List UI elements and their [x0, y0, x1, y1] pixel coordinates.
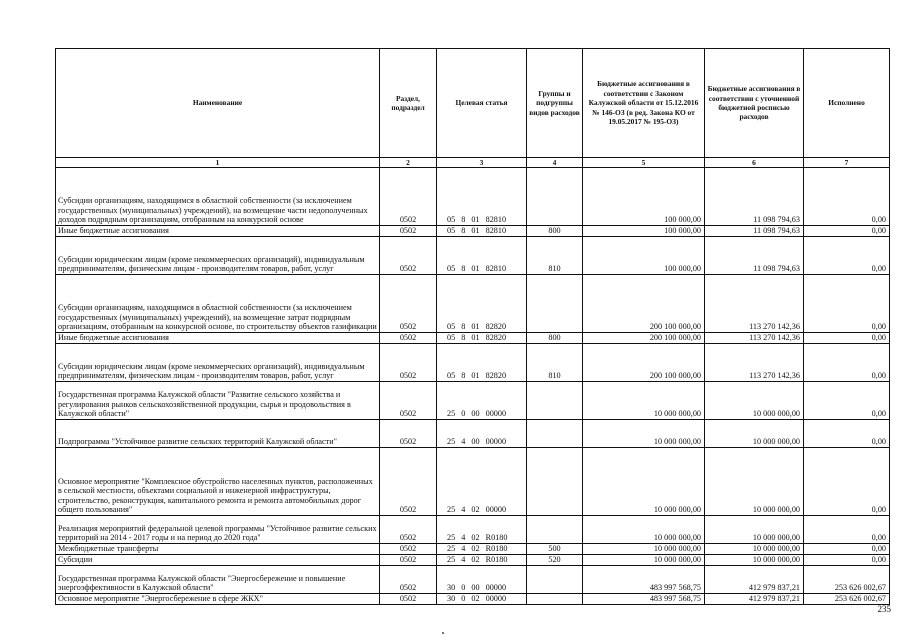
page-number: 235	[877, 604, 891, 614]
row-name: Иные бюджетные ассигнования	[56, 333, 380, 344]
row-executed-amount: 0,00	[804, 555, 890, 566]
row-group: 810	[527, 344, 583, 382]
row-name: Межбюджетные трансферты	[56, 544, 380, 555]
colnum: 6	[705, 158, 804, 168]
row-name: Основное мероприятие "Энергосбережение в сфере ЖКХ"	[56, 594, 380, 605]
row-section: 0502	[380, 566, 437, 594]
row-refined-amount: 10 000 000,00	[705, 544, 804, 555]
row-group: 520	[527, 555, 583, 566]
row-target: 30 0 02 00000	[437, 594, 527, 605]
row-target: 25 4 02 R0180	[437, 516, 527, 544]
table-row	[56, 594, 890, 605]
header-section: Раздел, подраздел	[380, 49, 437, 158]
row-section: 0502	[380, 544, 437, 555]
row-executed-amount: 0,00	[804, 226, 890, 237]
colnum: 1	[56, 158, 380, 168]
row-executed-amount: 0,00	[804, 344, 890, 382]
row-law-amount: 10 000 000,00	[583, 420, 705, 448]
row-law-amount: 100 000,00	[583, 237, 705, 275]
row-law-amount: 10 000 000,00	[583, 516, 705, 544]
header-refined-allocations: Бюджетные ассигнования в соответствии с уточненной бюджетной росписью расходов	[705, 49, 804, 158]
row-section: 0502	[380, 382, 437, 420]
table-row	[56, 237, 890, 275]
row-target: 05 8 01 82820	[437, 344, 527, 382]
row-refined-amount: 412 979 837,21	[705, 594, 804, 605]
row-law-amount: 200 100 000,00	[583, 344, 705, 382]
table-row	[56, 516, 890, 544]
row-section: 0502	[380, 516, 437, 544]
row-law-amount: 10 000 000,00	[583, 382, 705, 420]
row-name: Основное мероприятие "Комплексное обустройство населенных пунктов, расположенных в сельской местности, объектами социальной и инженерной инфраструктуры, строительство, реконструкция, капитального ремонта и ремонта автомобильных дорог общего пользования"	[56, 448, 380, 516]
row-executed-amount: 0,00	[804, 516, 890, 544]
row-refined-amount: 113 270 142,36	[705, 275, 804, 333]
row-law-amount: 10 000 000,00	[583, 448, 705, 516]
row-group: 810	[527, 237, 583, 275]
row-law-amount: 200 100 000,00	[583, 333, 705, 344]
row-target: 30 0 00 00000	[437, 566, 527, 594]
row-section: 0502	[380, 448, 437, 516]
table-body	[56, 168, 890, 605]
row-target: 05 8 01 82810	[437, 226, 527, 237]
row-group	[527, 420, 583, 448]
budget-table	[55, 48, 890, 605]
row-group	[527, 516, 583, 544]
row-law-amount: 483 997 568,75	[583, 594, 705, 605]
header-executed: Исполнено	[804, 49, 890, 158]
row-refined-amount: 11 098 794,63	[705, 237, 804, 275]
table-row	[56, 344, 890, 382]
table-row	[56, 544, 890, 555]
row-refined-amount: 10 000 000,00	[705, 382, 804, 420]
row-group	[527, 566, 583, 594]
colnum: 7	[804, 158, 890, 168]
row-name: Реализация мероприятий федеральной целевой программы "Устойчивое развитие сельских территорий на 2014 - 2017 годы и на период до 2020 года"	[56, 516, 380, 544]
row-section: 0502	[380, 555, 437, 566]
row-executed-amount: 0,00	[804, 420, 890, 448]
row-name: Субсидии юридическим лицам (кроме некоммерческих организаций), индивидуальным предпринимателям, физическим лицам - производителям товаров, работ, услуг	[56, 344, 380, 382]
colnum: 4	[527, 158, 583, 168]
row-executed-amount: 0,00	[804, 333, 890, 344]
row-name: Государственная программа Калужской области "Энергосбережение и повышение энергоэффективности в Калужской области"	[56, 566, 380, 594]
row-refined-amount: 11 098 794,63	[705, 226, 804, 237]
header-name: Наименование	[56, 49, 380, 158]
row-group	[527, 382, 583, 420]
row-refined-amount: 10 000 000,00	[705, 448, 804, 516]
table-row	[56, 168, 890, 226]
row-target: 25 0 00 00000	[437, 382, 527, 420]
row-target: 05 8 01 82820	[437, 333, 527, 344]
row-section: 0502	[380, 333, 437, 344]
row-executed-amount: 253 626 002,67	[804, 594, 890, 605]
row-name: Субсидии юридическим лицам (кроме некоммерческих организаций), индивидуальным предпринимателям, физическим лицам - производителям товаров, работ, услуг	[56, 237, 380, 275]
row-refined-amount: 113 270 142,36	[705, 333, 804, 344]
row-law-amount: 10 000 000,00	[583, 555, 705, 566]
row-law-amount: 200 100 000,00	[583, 275, 705, 333]
row-refined-amount: 10 000 000,00	[705, 420, 804, 448]
row-law-amount: 483 997 568,75	[583, 566, 705, 594]
row-refined-amount: 10 000 000,00	[705, 555, 804, 566]
row-refined-amount: 412 979 837,21	[705, 566, 804, 594]
colnum: 3	[437, 158, 527, 168]
row-target: 05 8 01 82820	[437, 275, 527, 333]
table-row	[56, 275, 890, 333]
row-section: 0502	[380, 420, 437, 448]
row-name: Субсидии	[56, 555, 380, 566]
colnum: 2	[380, 158, 437, 168]
colnum: 5	[583, 158, 705, 168]
row-section: 0502	[380, 594, 437, 605]
row-law-amount: 100 000,00	[583, 226, 705, 237]
row-group: 800	[527, 226, 583, 237]
row-name: Субсидии организациям, находящимся в областной собственности (за исключением государственных (муниципальных) учреждений), на возмещение части недополученных доходов подрядным организациям, отобранным на конкурсной основе	[56, 168, 380, 226]
row-section: 0502	[380, 237, 437, 275]
row-refined-amount: 11 098 794,63	[705, 168, 804, 226]
row-executed-amount: 0,00	[804, 448, 890, 516]
row-name: Субсидии организациям, находящимся в областной собственности (за исключением государственных (муниципальных) учреждений), на возмещение затрат подрядным организациям, отобранным на конкурсной основе, по строительству объектов газификации	[56, 275, 380, 333]
table-row	[56, 566, 890, 594]
row-section: 0502	[380, 275, 437, 333]
budget-table-sheet	[55, 48, 889, 605]
row-target: 05 8 01 82810	[437, 237, 527, 275]
row-target: 25 4 02 R0180	[437, 555, 527, 566]
table-row	[56, 420, 890, 448]
row-group: 800	[527, 333, 583, 344]
row-name: Иные бюджетные ассигнования	[56, 226, 380, 237]
row-section: 0502	[380, 168, 437, 226]
row-law-amount: 100 000,00	[583, 168, 705, 226]
row-target: 25 4 00 00000	[437, 420, 527, 448]
row-target: 25 4 02 R0180	[437, 544, 527, 555]
row-executed-amount: 0,00	[804, 237, 890, 275]
table-row	[56, 382, 890, 420]
table-row	[56, 333, 890, 344]
header-target: Целевая статья	[437, 49, 527, 158]
header-law-allocations: Бюджетные ассигнования в соответствии с Законом Калужской области от 15.12.2016 № 146-ОЗ (в ред. Закона КО от 19.05.2017 № 195-ОЗ)	[583, 49, 705, 158]
row-executed-amount: 0,00	[804, 275, 890, 333]
row-executed-amount: 0,00	[804, 544, 890, 555]
scan-speck	[442, 632, 444, 634]
header-group: Группы и подгруппы видов расходов	[527, 49, 583, 158]
row-group	[527, 594, 583, 605]
row-group: 500	[527, 544, 583, 555]
row-name: Государственная программа Калужской области "Развитие сельского хозяйства и регулирования рынков сельскохозяйственной продукции, сырья и продовольствия в Калужской области"	[56, 382, 380, 420]
row-target: 05 8 01 82810	[437, 168, 527, 226]
row-target: 25 4 02 00000	[437, 448, 527, 516]
row-name: Подпрограмма "Устойчивое развитие сельских территорий Калужской области"	[56, 420, 380, 448]
row-group	[527, 168, 583, 226]
row-group	[527, 448, 583, 516]
table-row	[56, 555, 890, 566]
row-refined-amount: 113 270 142,36	[705, 344, 804, 382]
row-law-amount: 10 000 000,00	[583, 544, 705, 555]
row-group	[527, 275, 583, 333]
row-executed-amount: 253 626 002,67	[804, 566, 890, 594]
row-executed-amount: 0,00	[804, 168, 890, 226]
row-section: 0502	[380, 226, 437, 237]
row-executed-amount: 0,00	[804, 382, 890, 420]
table-row	[56, 226, 890, 237]
table-row	[56, 448, 890, 516]
row-section: 0502	[380, 344, 437, 382]
row-refined-amount: 10 000 000,00	[705, 516, 804, 544]
